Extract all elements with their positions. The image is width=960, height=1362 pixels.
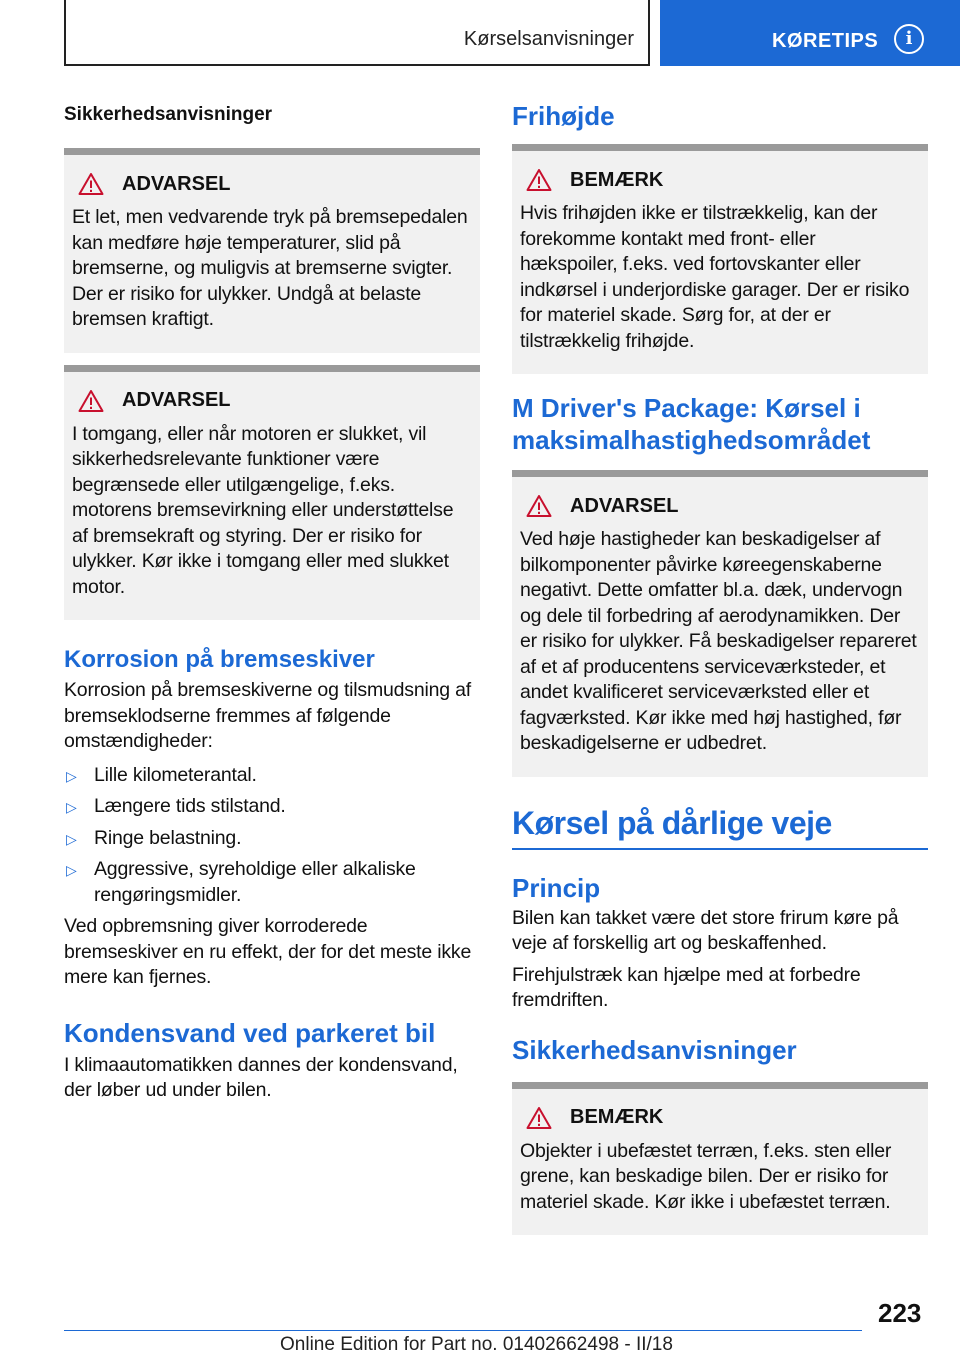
edition-footer: Online Edition for Part no. 01402662498 - II/18 [280, 1334, 673, 1355]
bullet-triangle-icon: ▷ [66, 767, 77, 784]
bullet-triangle-icon: ▷ [66, 799, 77, 815]
clearance-heading: Frihøjde [512, 101, 615, 131]
bullet-triangle-icon: ▷ [66, 862, 77, 878]
condensation-heading: Kondensvand ved parkeret bil [64, 1017, 436, 1048]
warning-title: ADVARSEL [72, 384, 470, 418]
bullet-triangle-icon: ▷ [66, 830, 77, 847]
warning-triangle-icon [78, 389, 104, 413]
warning-triangle-icon [526, 1106, 552, 1130]
list-item: ▷ Ringe belastning. [64, 826, 480, 852]
condensation-text: I klimaautomatikken dannes der kondensvand, der løber ud under bilen. [64, 1053, 458, 1101]
info-icon: i [894, 24, 924, 54]
warning-text: Ved høje hastigheder kan beskadigelser af bilkomponenter påvirke køreegenskaberne negativt. Dette omfatter bl.a. dæk, undervogn og dele til forbedring af aerodynamikken. Der er risiko for ulykker. Få beskadigelser repareret af et af producentens serviceværksteder, et andet kvalificeret serviceværksted eller et fagværksted. Kør ikke med høj hastighed, før beskadigelserne er udbedret. [520, 528, 917, 754]
corrosion-outro: Ved opbremsning giver korroderede bremseskiver en ru effekt, der for det meste ikke mere kan fjernes. [64, 915, 472, 988]
note-title: BEMÆRK [520, 163, 918, 197]
warning-title: ADVARSEL [520, 489, 918, 523]
warning-box-high-speed [512, 470, 928, 777]
corrosion-intro: Korrosion på bremseskiverne og tilsmudsning af bremseklodserne fremmes af følgende omstændigheder: [64, 679, 472, 752]
left-column [64, 104, 480, 1104]
note-text: Objekter i ubefæstet terræn, f.eks. sten eller grene, kan beskadige bilen. Der er risiko for materiel skade. Kør ikke i ubefæstet terræn. [520, 1139, 892, 1213]
page-number: 223 [878, 1298, 922, 1328]
bad-roads-heading: Kørsel på dårlige veje [512, 805, 928, 850]
right-column [512, 100, 928, 1247]
warning-triangle-icon [526, 168, 552, 192]
section-tab [64, 0, 650, 66]
warning-box-idle [64, 365, 480, 621]
warning-box-brake-pressure [64, 148, 480, 353]
warning-text: I tomgang, eller når motoren er slukket, vil sikkerhedsrelevante funktioner være begrænsede eller utilgængelige, f.eks. motorens bremsevirkning eller understøttelse af bremsekraft og styring. Der er risiko for ulykker. Kør ikke i tomgang eller med slukket motor. [72, 422, 454, 598]
warning-title: ADVARSEL [72, 167, 470, 201]
list-item: ▷ Længere tids stilstand. [64, 794, 480, 820]
corrosion-heading: Korrosion på bremseskiver [64, 646, 375, 673]
footer-divider [64, 1330, 862, 1331]
warning-text: Et let, men vedvarende tryk på bremsepedalen kan medføre høje temperaturer, slid på bremserne, og muligvis at bremserne svigter. Der er risiko for ulykker. Undgå at belaste bremsen kraftigt. [72, 206, 468, 330]
principle-heading: Princip [512, 872, 601, 903]
section-title: Kørselsanvisninger [463, 28, 634, 50]
safety-subheading: Sikkerhedsanvisninger [64, 104, 273, 125]
list-item: ▷ Lille kilometerantal. [64, 763, 480, 789]
note-box-clearance [512, 144, 928, 374]
corrosion-list [64, 763, 480, 909]
safety-heading: Sikkerhedsanvisninger [512, 1034, 797, 1065]
note-title: BEMÆRK [520, 1101, 918, 1135]
principle-paragraph-2: Firehjulstræk kan hjælpe med at forbedre fremdriften. [512, 963, 861, 1011]
chapter-tab [660, 0, 960, 66]
page-header [0, 0, 960, 66]
warning-triangle-icon [526, 494, 552, 518]
chapter-title: KØRETIPS [772, 30, 879, 52]
m-package-heading: M Driver's Package: Kørsel i maksimalhastighedsområdet [512, 393, 871, 455]
warning-triangle-icon [78, 172, 104, 196]
principle-paragraph-1: Bilen kan takket være det store frirum køre på veje af forskellig art og beskaffenhed. [512, 906, 899, 954]
list-item: ▷ Aggressive, syreholdige eller alkaliske rengøringsmidler. [66, 858, 416, 906]
note-box-terrain [512, 1082, 928, 1236]
note-text: Hvis frihøjden ikke er tilstrækkelig, kan der forekomme kontakt med front- eller hækspoiler, f.eks. ved fortovskanter eller indkørsel i underjordiske garager. Der er risiko for materiel skade. Sørg for, at der er tilstrækkelig frihøjde. [520, 202, 910, 352]
